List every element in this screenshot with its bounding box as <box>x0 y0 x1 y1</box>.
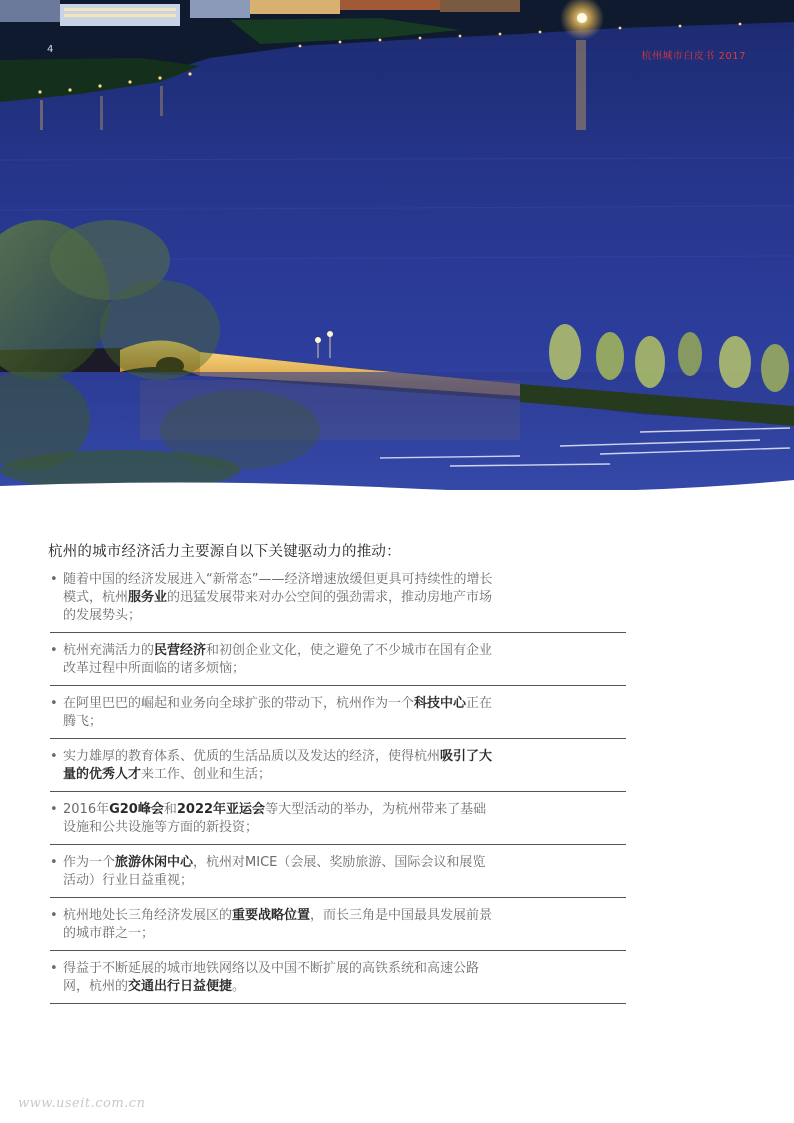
highlight-text: 旅游休闲中心 <box>115 855 194 870</box>
bullet-marker: • <box>50 749 58 764</box>
body-text: 作为一个 <box>63 855 116 870</box>
page-number: 4 <box>47 44 54 55</box>
bullet-marker: • <box>50 802 58 817</box>
body-text: 的迅猛发展带来对办公空间的强劲需求，推动房地产市场的发展势头； <box>63 590 493 623</box>
body-text: 来工作、创业和生活； <box>141 767 272 782</box>
highlight-text: 2022年亚运会 <box>176 802 266 817</box>
body-text: 在阿里巴巴的崛起和业务向全球扩张的带动下，杭州作为一个 <box>63 696 415 711</box>
body-text: ，而长三角是中国最具发展前景的城市群之一； <box>63 908 493 941</box>
bullet-marker: • <box>50 855 58 870</box>
bullet-marker: • <box>50 643 58 658</box>
body-text: 杭州地处长三角经济发展区的 <box>63 908 233 923</box>
body-text: ，杭州对MICE（会展、奖励旅游、国际会议和展览活动）行业日益重视； <box>63 855 486 888</box>
highlight-text: 交通出行日益便捷 <box>128 979 233 994</box>
highlight-text: 科技中心 <box>414 696 467 711</box>
body-text: 2016年 <box>63 802 110 817</box>
list-item-text <box>63 633 498 685</box>
list-item-text <box>63 792 498 844</box>
list-item <box>50 951 626 1004</box>
body-text: 实力雄厚的教育体系、优质的生活品质以及发达的经济，使得杭州 <box>63 749 441 764</box>
watermark: www.useit.com.cn <box>18 1096 146 1111</box>
hero-photo-illustration <box>0 0 794 490</box>
body-text: 正在腾飞； <box>63 696 493 729</box>
list-item <box>50 845 626 898</box>
body-text: 等大型活动的举办，为杭州带来了基础设施和公共设施等方面的新投资； <box>63 802 487 835</box>
bullet-marker: • <box>50 572 58 587</box>
list-item-text <box>63 686 498 738</box>
body-text: 得益于不断延展的城市地铁网络以及中国不断扩展的高铁系统和高速公路网，杭州的 <box>63 961 480 994</box>
driver-list <box>48 571 626 1004</box>
running-header: 杭州城市白皮书 2017 <box>641 51 746 62</box>
list-item-text <box>63 739 498 791</box>
list-item-text <box>63 951 498 1003</box>
list-item <box>50 739 626 792</box>
list-item <box>50 792 626 845</box>
list-item <box>50 633 626 686</box>
highlight-text: G20峰会 <box>109 802 164 817</box>
hero-photo-west-lake-night <box>0 0 794 490</box>
highlight-text: 重要战略位置 <box>232 908 311 923</box>
section-lead: 杭州的城市经济活力主要源自以下关键驱动力的推动： <box>48 544 401 560</box>
list-item <box>50 686 626 739</box>
highlight-text: 服务业 <box>128 590 168 605</box>
list-item-text <box>63 571 498 632</box>
highlight-text: 吸引了大量的优秀人才 <box>63 749 493 782</box>
bullet-marker: • <box>50 908 58 923</box>
bullet-marker: • <box>50 696 58 711</box>
body-text: 随着中国的经济发展进入“新常态”——经济增速放缓但更具可持续性的增长模式，杭州 <box>63 572 493 605</box>
list-item <box>50 571 626 633</box>
bullet-marker: • <box>50 961 58 976</box>
list-item-text <box>63 898 498 950</box>
list-item-text <box>63 845 498 897</box>
highlight-text: 民营经济 <box>154 643 207 658</box>
body-text: 和初创企业文化，使之避免了不少城市在国有企业改革过程中所面临的诸多烦恼； <box>63 643 493 676</box>
body-text: 和 <box>163 802 177 817</box>
body-text: 。 <box>232 979 246 994</box>
list-item <box>50 898 626 951</box>
body-text: 杭州充满活力的 <box>63 643 155 658</box>
main-content <box>48 540 626 1004</box>
